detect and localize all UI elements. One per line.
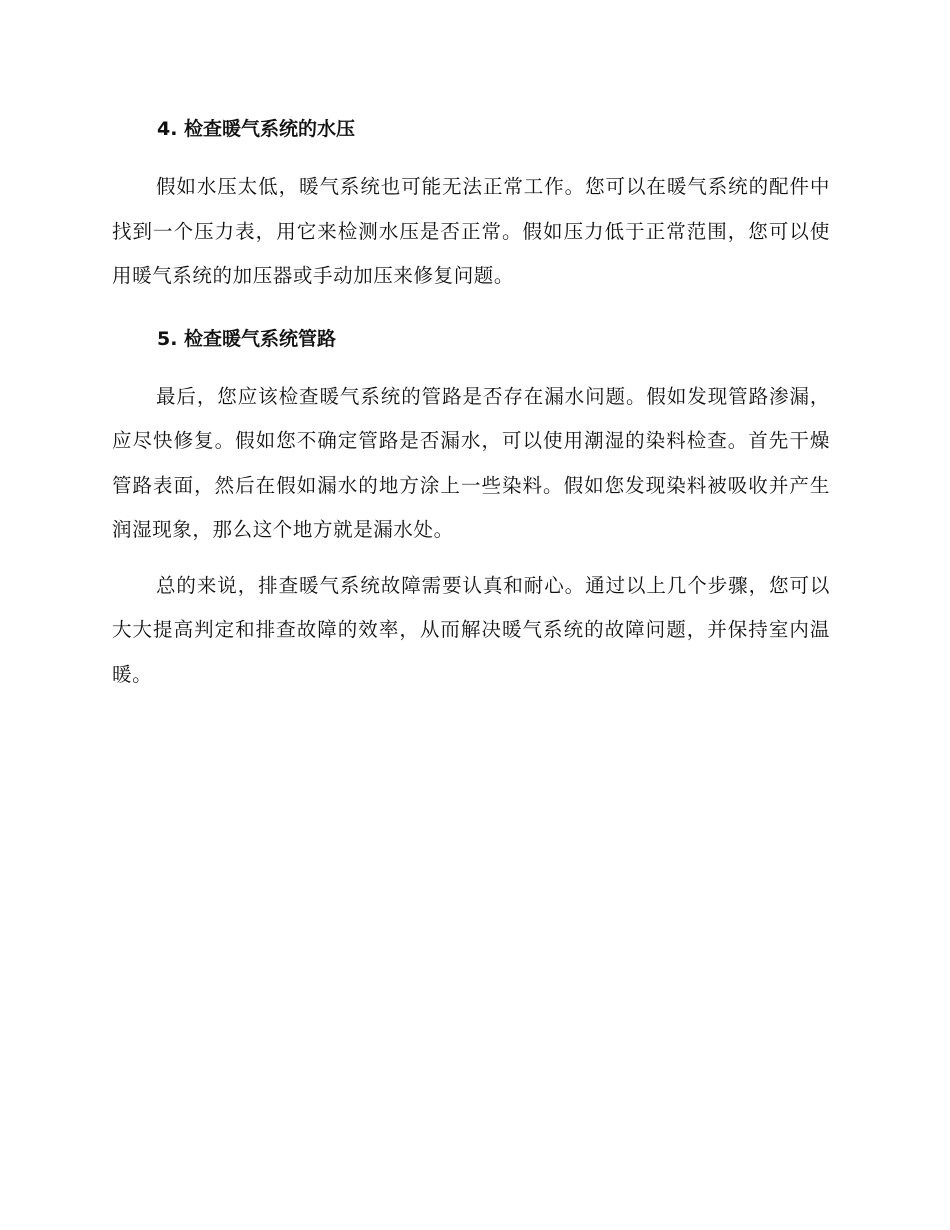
section-paragraph-pipes: 最后，您应该检查暖气系统的管路是否存在漏水问题。假如发现管路渗漏，应尽快修复。假如您不确定管路是否漏水，可以使用潮湿的染料检查。首先干燥管路表面，然后在假如漏水的地方涂上一些染料。假如您发现染料被吸收并产生润湿现象，那么这个地方就是漏水处。	[112, 384, 830, 541]
section-paragraph-water-pressure: 假如水压太低，暖气系统也可能无法正常工作。您可以在暖气系统的配件中找到一个压力表，用它来检测水压是否正常。假如压力低于正常范围，您可以使用暖气系统的加压器或手动加压来修复问题。	[112, 175, 830, 287]
section-heading-water-pressure: 4. 检查暖气系统的水压	[157, 118, 356, 140]
section-heading-pipes: 5. 检查暖气系统管路	[157, 327, 337, 350]
conclusion-paragraph: 总的来说，排查暖气系统故障需要认真和耐心。通过以上几个步骤，您可以大大提高判定和排查故障的效率，从而解决暖气系统的故障问题，并保持室内温暖。	[112, 573, 830, 686]
document-page	[112, 112, 830, 697]
